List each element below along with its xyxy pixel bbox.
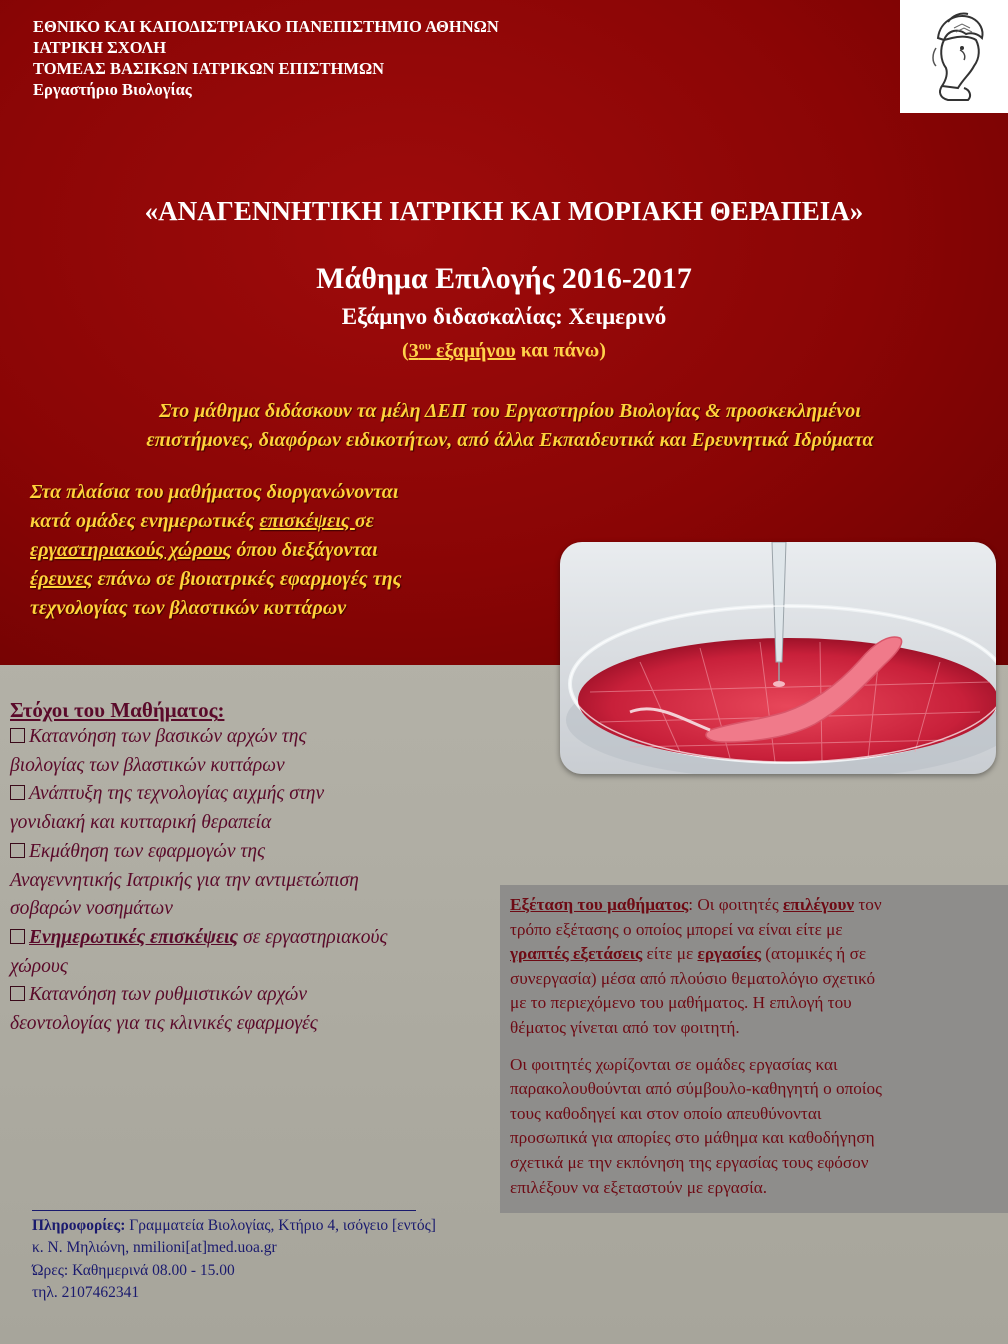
goal-item: Ενημερωτικές επισκέψεις σε εργαστηριακούς χώρους (10, 926, 388, 977)
checkbox-icon (10, 843, 25, 858)
lab-name: Εργαστήριο Βιολογίας (33, 80, 192, 99)
athena-head-icon (918, 8, 990, 104)
poster-title: «ΑΝΑΓΕΝΝΗΤΙΚΗ ΙΑΤΡΙΚΗ ΚΑΙ ΜΟΡΙΑΚΗ ΘΕΡΑΠΕΙΑ» (144, 196, 864, 226)
petri-dish-photo (560, 542, 996, 774)
school-name: ΙΑΤΡΙΚΗ ΣΧΟΛΗ (33, 38, 167, 57)
goal-item: Εκμάθηση των εφαρμογών της Αναγεννητικής Ιατρικής για την αντιμετώπιση σοβαρών νοσημάτων (10, 840, 359, 920)
checkbox-icon (10, 986, 25, 1001)
goal-item: Κατανόηση των ρυθμιστικών αρχών δεοντολογίας για τις κλινικές εφαρμογές (10, 984, 318, 1035)
university-logo (900, 0, 1008, 113)
course-type: Μάθημα Επιλογής 2016-2017 (316, 262, 692, 295)
teaching-semester: Εξάμηνο διδασκαλίας: Χειμερινό (341, 304, 667, 329)
checkbox-icon (10, 785, 25, 800)
sector-name: ΤΟΜΕΑΣ ΒΑΣΙΚΩΝ ΙΑΤΡΙΚΩΝ ΕΠΙΣΤΗΜΩΝ (33, 59, 385, 78)
contact-info: Πληροφορίες: Γραμματεία Βιολογίας, Κτήριο 4, ισόγειο [εντός] κ. Ν. Μηλιώνη, nmilioni[at]med.uoa.gr Ώρες: Καθημερινά 08.00 - 15.00 τηλ. 2107462341 (32, 1215, 436, 1304)
semester-level-underlined: $3^{o\upsilon}$ εξαμήνου (408, 338, 516, 362)
semester-level: ($3^{o\upsilon}$ εξαμήνου και πάνω) (402, 338, 606, 362)
checkbox-icon (10, 929, 25, 944)
teaching-staff-text: Στο μάθημα διδάσκουν τα μέλη ΔΕΠ του Εργαστηρίου Βιολογίας & προσκεκλημένοι επιστήμονες, διαφόρων ειδικοτήτων, από άλλα Εκπαιδευτικά και Ερευνητικά Ιδρύματα (146, 400, 874, 451)
phone-number: τηλ. 2107462341 (32, 1283, 140, 1301)
divider-line (32, 1210, 416, 1211)
exam-info-box: Εξέταση του μαθήματος: Οι φοιτητές επιλέγουν τον τρόπο εξέτασης ο οποίος μπορεί να είναι είτε με γραπτές εξετάσεις είτε με εργασίες (ατομικές ή σε συνεργασία) μέσα από πλούσιο θεματολόγιο σχετικό με το περιεχόμενο του μαθήματος. Η επιλογή του θέματος γίνεται από τον φοιτητή. Οι φοιτητές χωρίζονται σε ομάδες εργασίας και παρακολουθούνται από σύμβουλο-καθηγητή ο οποίος τους καθοδηγεί και στον οποίο απευθύνονται προσωπικά για απορίες στο μάθημα και καθοδήγηση σχετικά με την εκπόνηση της εργασίας τους εφόσον επιλέξουν να εξεταστούν με εργασία. (500, 885, 1008, 1213)
checkbox-icon (10, 728, 25, 743)
goal-item: Κατανόηση των βασικών αρχών της βιολογίας των βλαστικών κυττάρων (10, 726, 307, 776)
goal-item: Ανάπτυξη της τεχνολογίας αιχμής στην γονιδιακή και κυτταρική θεραπεία (10, 783, 325, 834)
institution-header (33, 16, 499, 100)
university-name: ΕΘΝΙΚΟ ΚΑΙ ΚΑΠΟΔΙΣΤΡΙΑΚΟ ΠΑΝΕΠΙΣΤΗΜΙΟ ΑΘΗΝΩΝ (33, 17, 499, 36)
goals-heading: Στόχοι του Μαθήματος: (10, 698, 225, 722)
contact-email: κ. Ν. Μηλιώνη, nmilioni[at]med.uoa.gr (32, 1239, 277, 1257)
visits-text: Στα πλαίσια του μαθήματος διοργανώνονται κατά ομάδες ενημερωτικές επισκέψεις σε εργαστηριακούς χώρους όπου διεξάγονται έρευνες επάνω σε βιοιατρικές εφαρμογές της τεχνολογίας των βλαστικών κυττάρων (30, 481, 402, 619)
exam-heading: Εξέταση του μαθήματος (510, 895, 689, 914)
info-label: Πληροφορίες: (32, 1217, 126, 1234)
office-hours: Ώρες: Καθημερινά 08.00 - 15.00 (32, 1261, 235, 1279)
course-goals (10, 698, 500, 1039)
